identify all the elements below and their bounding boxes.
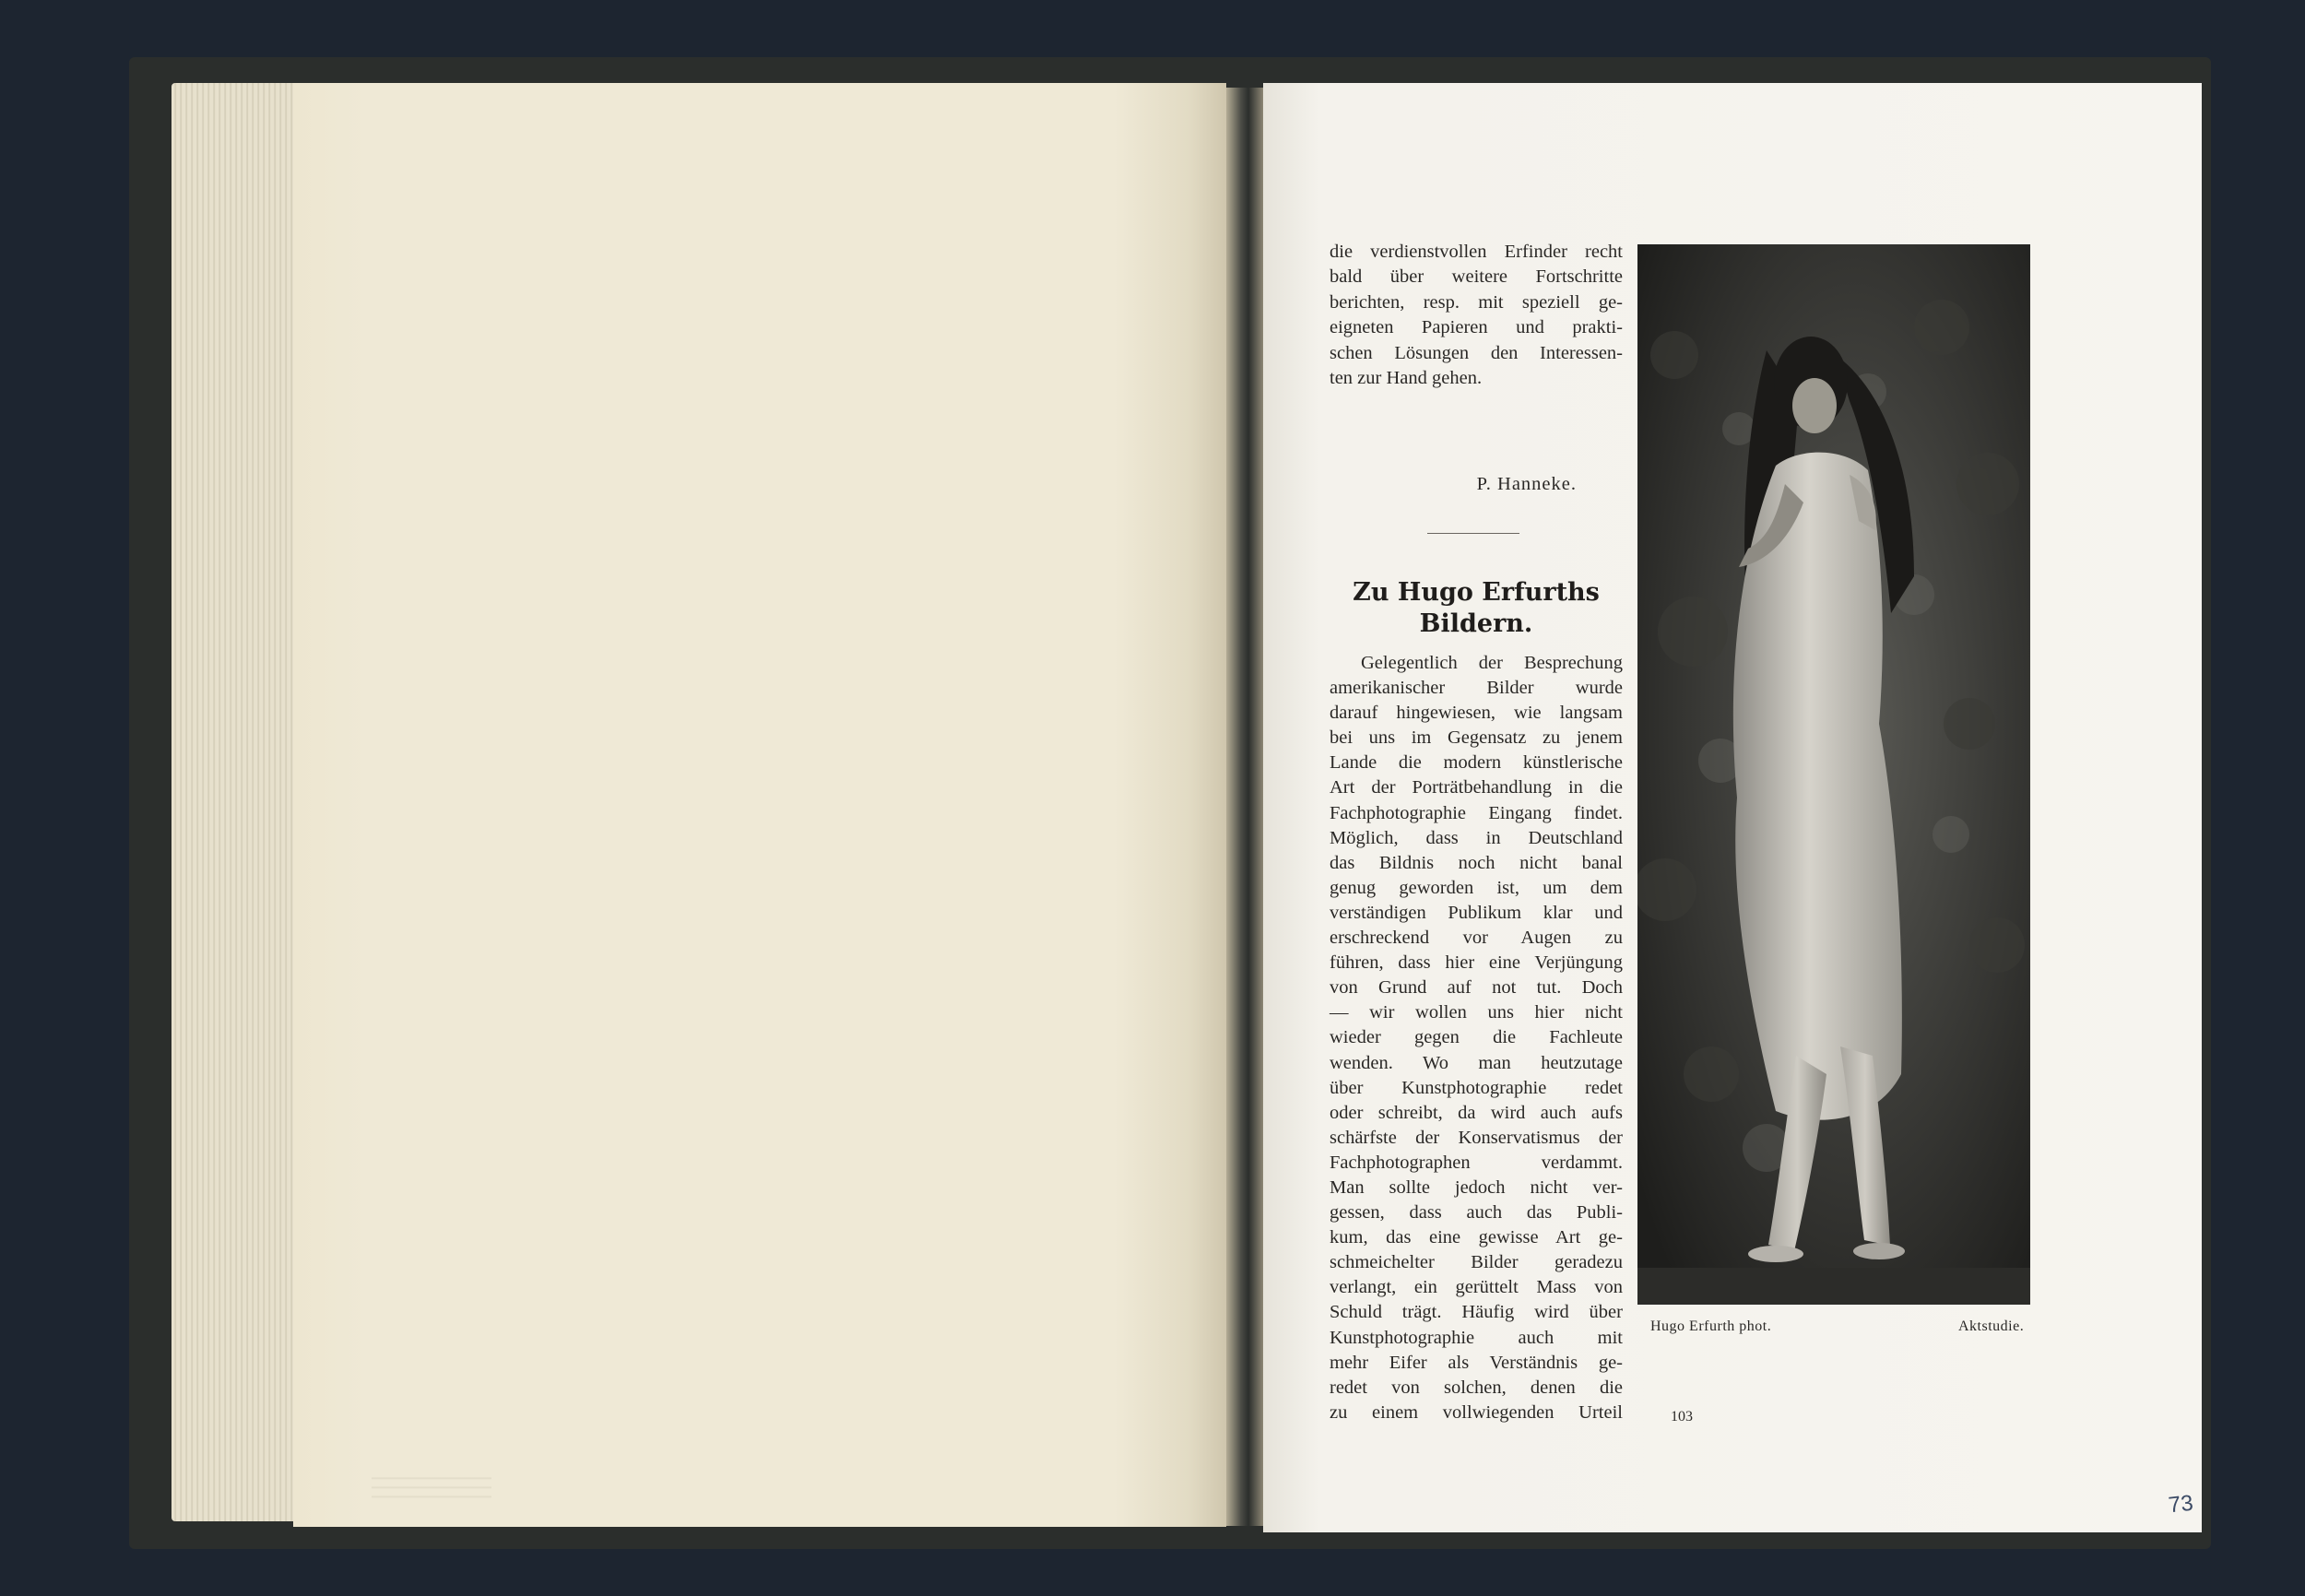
left-page-faded-stamp <box>372 1471 491 1502</box>
body-line: schmeichelter Bilder geradezu <box>1330 1252 1623 1273</box>
body-line: gessen, dass auch das Publi- <box>1330 1202 1623 1224</box>
body-line: Lande die modern künstlerische <box>1330 752 1623 774</box>
body-line: Möglich, dass in Deutschland <box>1330 827 1623 848</box>
body-line: — wir wollen uns hier nicht <box>1330 1002 1623 1023</box>
author-signature: P. Hanneke. <box>1476 474 1577 494</box>
body-line: Fachphotographie Eingang findet. <box>1330 802 1623 823</box>
article-heading <box>1330 577 1623 640</box>
body-line: von Grund auf not tut. Doch <box>1330 977 1623 999</box>
page-stack-edge <box>171 83 301 1521</box>
intro-paragraph <box>1330 240 1623 391</box>
body-line: verlangt, ein gerüttelt Mass von <box>1330 1277 1623 1298</box>
body-line: darauf hingewiesen, wie langsam <box>1330 703 1623 724</box>
book-gutter <box>1226 88 1263 1526</box>
body-line: führen, dass hier eine Verjüngung <box>1330 952 1623 974</box>
body-line: das Bildnis noch nicht banal <box>1330 852 1623 873</box>
body-line: Gelegentlich der Besprechung <box>1361 653 1623 673</box>
body-line: über Kunstphotographie redet <box>1330 1077 1623 1098</box>
body-line: mehr Eifer als Verständnis ge- <box>1330 1352 1623 1373</box>
body-line: zu einem vollwiegenden Urteil <box>1330 1401 1623 1423</box>
body-line: schärfste der Konservatismus der <box>1330 1127 1623 1148</box>
body-line: kum, das eine gewisse Art ge- <box>1330 1227 1623 1248</box>
body-line: genug geworden ist, um dem <box>1330 877 1623 898</box>
body-line: bei uns im Gegensatz zu jenem <box>1330 727 1623 749</box>
body-line: amerikanischer Bilder wurde <box>1330 678 1623 699</box>
body-line: oder schreibt, da wird auch aufs <box>1330 1102 1623 1123</box>
handwritten-folio-number: 73 <box>2167 1490 2194 1519</box>
body-line: Man sollte jedoch nicht ver- <box>1330 1176 1623 1198</box>
heading-line: Zu Hugo Erfurths <box>1353 578 1600 607</box>
heading-line: Bildern. <box>1419 609 1533 638</box>
intro-line: die verdienstvollen Erfinder recht <box>1330 242 1623 262</box>
body-line: Kunstphotographie auch mit <box>1330 1327 1623 1348</box>
body-line: wenden. Wo man heutzutage <box>1330 1052 1623 1073</box>
intro-line: schen Lösungen den Interessen- <box>1330 342 1623 363</box>
body-line: erschreckend vor Augen zu <box>1330 928 1623 949</box>
body-line: Fachphotographen verdammt. <box>1330 1152 1623 1173</box>
page-number: 103 <box>1671 1409 1693 1425</box>
body-line: Schuld trägt. Häufig wird über <box>1330 1302 1623 1323</box>
body-line: Art der Porträtbehandlung in die <box>1330 777 1623 798</box>
body-line: verständigen Publikum klar und <box>1330 902 1623 923</box>
article-body <box>1330 651 1623 1425</box>
right-page <box>1263 83 2202 1532</box>
intro-line: ten zur Hand gehen. <box>1330 367 1483 388</box>
left-page-blank <box>293 83 1226 1527</box>
intro-line: bald über weitere Fortschritte <box>1330 266 1623 288</box>
photo-title: Aktstudie. <box>1958 1318 2025 1334</box>
intro-line: eigneten Papieren und prakti- <box>1330 317 1623 338</box>
nude-study-photograph <box>1637 244 2030 1305</box>
body-line: redet von solchen, denen die <box>1330 1377 1623 1398</box>
body-line: wieder gegen die Fachleute <box>1330 1027 1623 1048</box>
section-divider <box>1427 533 1519 534</box>
intro-line: berichten, resp. mit speziell ge- <box>1330 291 1623 313</box>
photo-credit: Hugo Erfurth phot. <box>1650 1318 1772 1334</box>
